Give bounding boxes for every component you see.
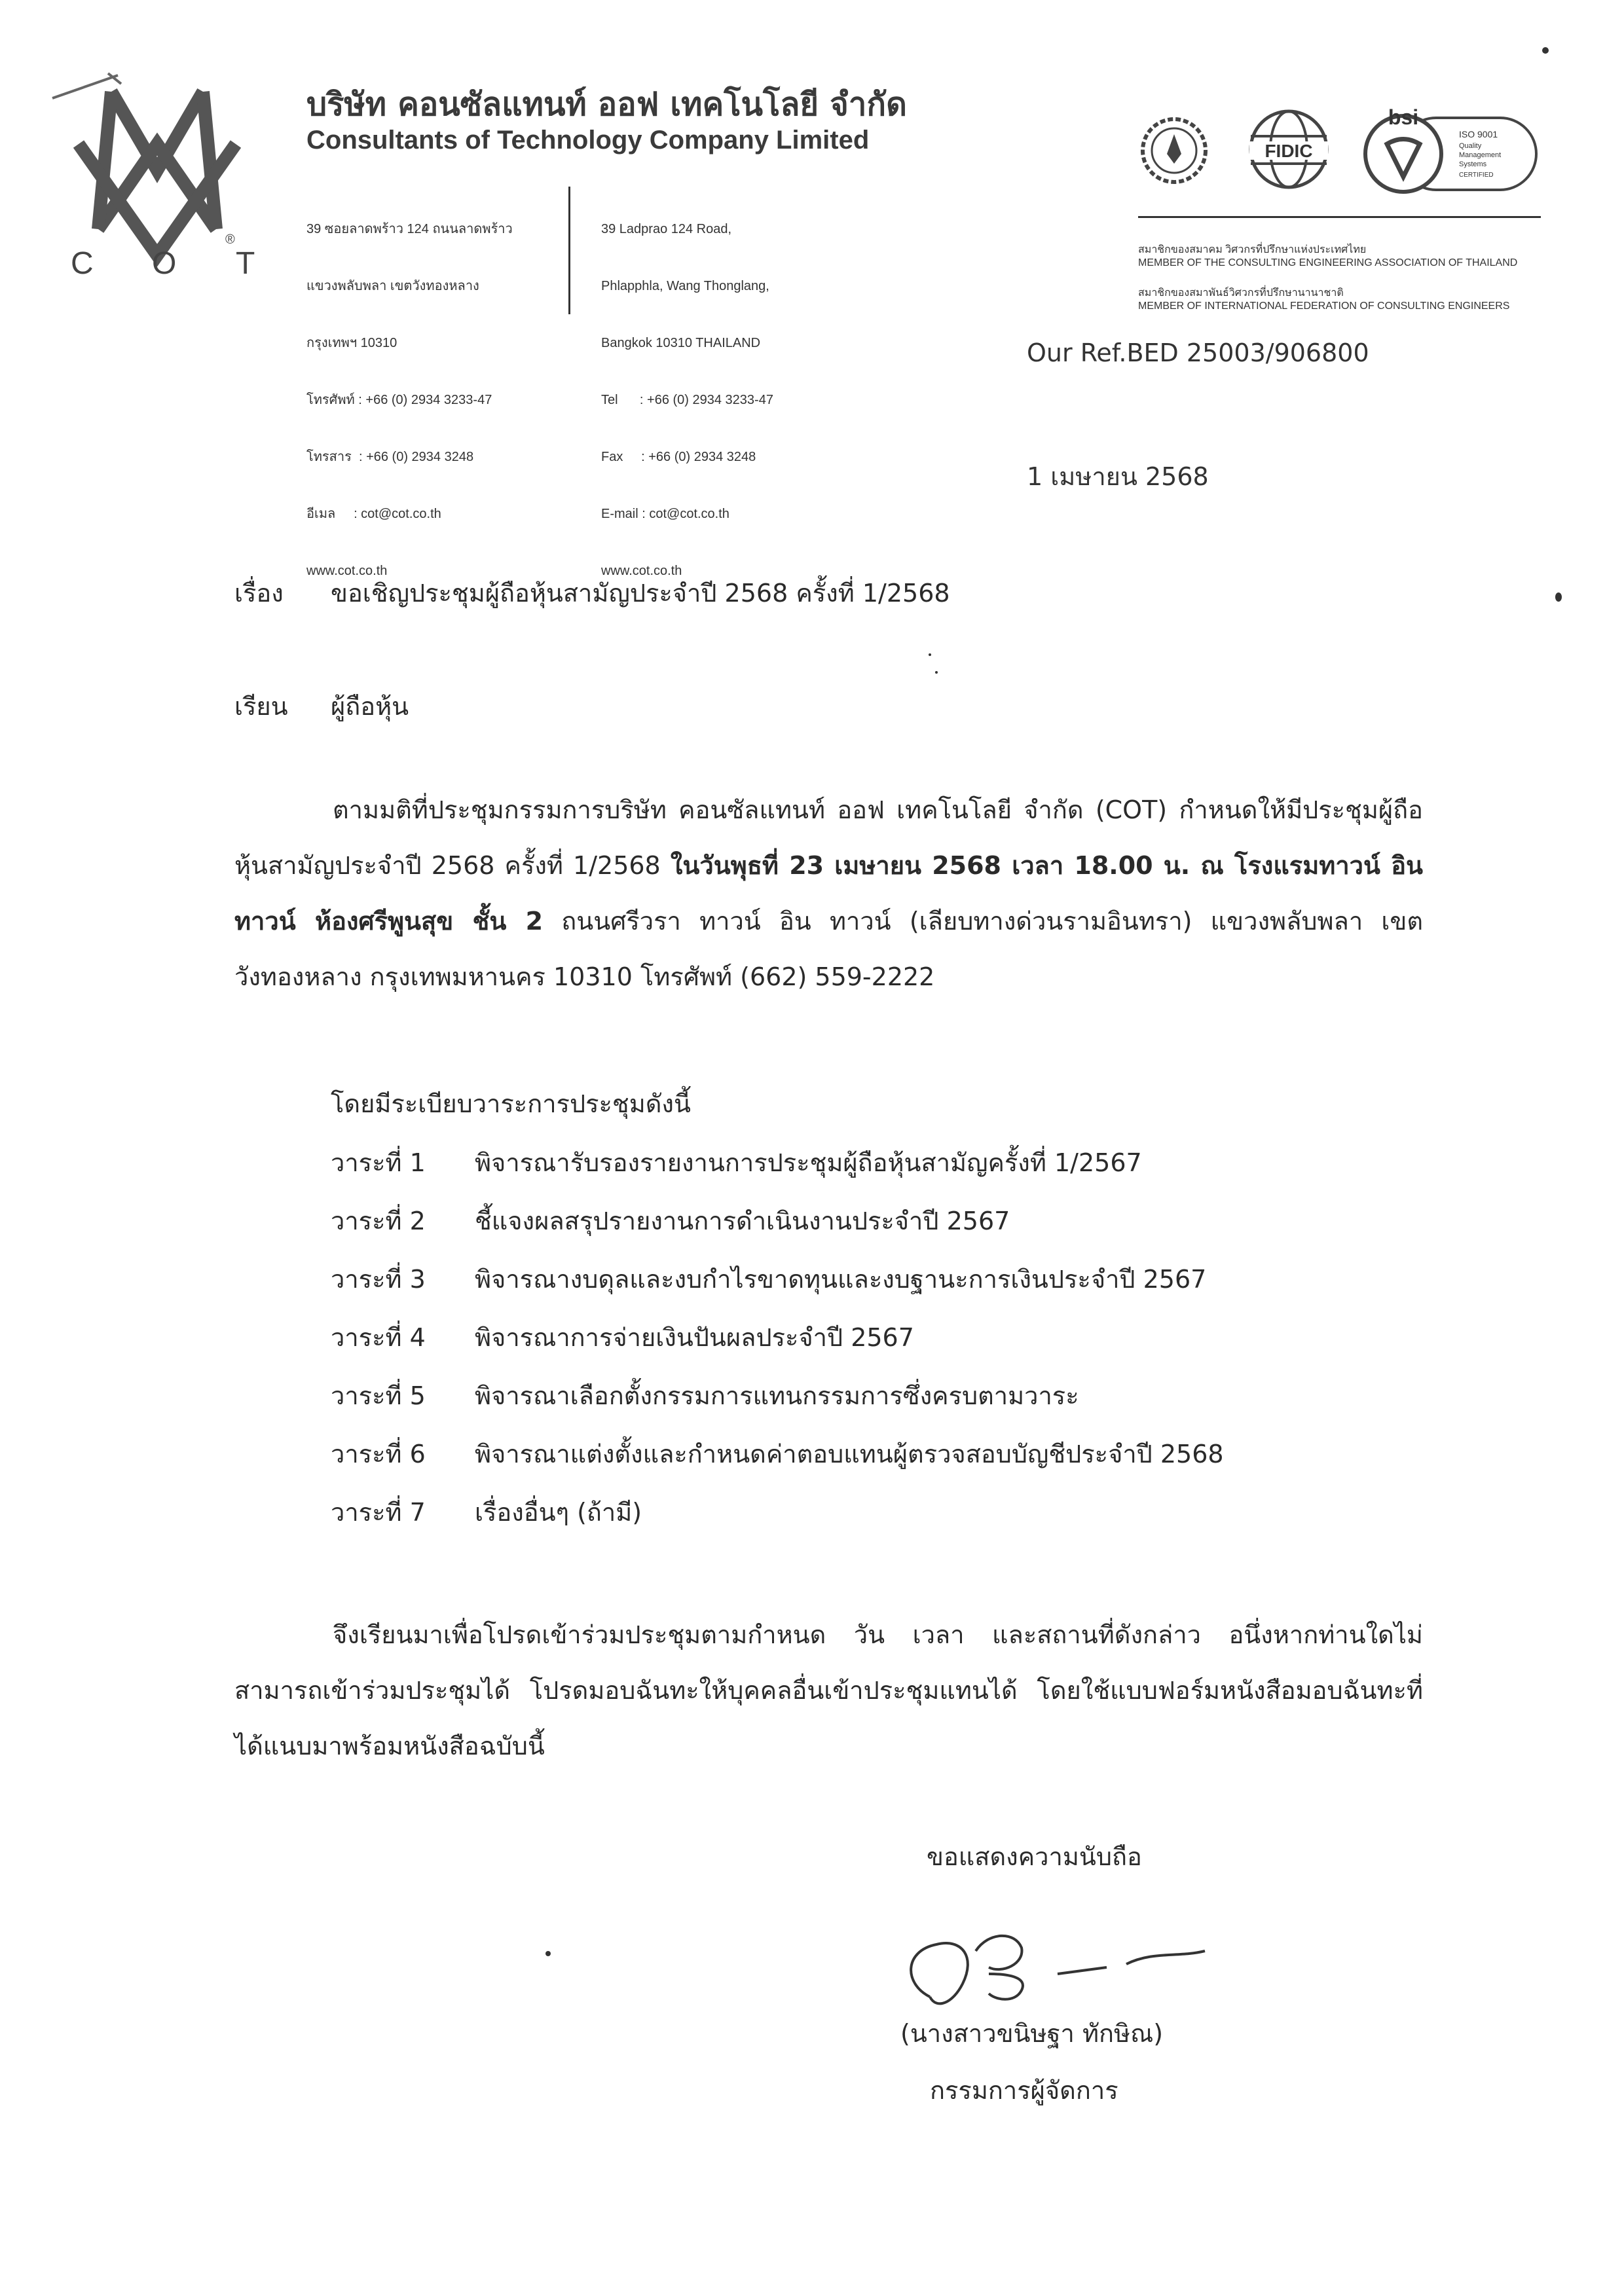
agenda-number: วาระที่ 7: [331, 1498, 426, 1527]
scan-speck: [935, 671, 938, 674]
agenda-number: วาระที่ 3: [331, 1265, 426, 1294]
scan-speck: [1542, 47, 1549, 54]
agenda-number: วาระที่ 1: [331, 1148, 426, 1177]
agenda-item: [331, 1142, 1142, 1182]
membership-2-thai: สมาชิกของสมาพันธ์วิศวกรที่ปรึกษานานาชาติ: [1138, 287, 1344, 299]
address-thai-line: กรุงเทพฯ 10310: [306, 336, 397, 350]
signature: [891, 1912, 1231, 2023]
address-thai-line: โทรศัพท์ : +66 (0) 2934 3233-47: [306, 393, 492, 407]
address-thai-line: 39 ซอยลาดพร้าว 124 ถนนลาดพร้าว: [306, 222, 513, 236]
address-divider: [568, 187, 570, 314]
body-paragraph-2: จึงเรียนมาเพื่อโปรดเข้าร่วมประชุมตามกำหนด วัน เวลา และสถานที่ดังกล่าว อนึ่งหากท่านใดไม่สามารถเข้าร่วมประชุมได้ โปรดมอบฉันทะให้บุคคลอื่นเข้าประชุมแทนได้ โดยใช้แบบฟอร์มหนังสือมอบฉันทะที่ได้แนบมาพร้อมหนังสือฉบับนี้: [234, 1620, 1423, 1760]
agenda-number: วาระที่ 6: [331, 1440, 426, 1468]
address-english-line: www.cot.co.th: [601, 564, 682, 578]
agenda-text: เรื่องอื่นๆ (ถ้ามี): [475, 1498, 642, 1527]
logo-letter-c: C: [71, 246, 94, 281]
letter-date: 1 เมษายน 2568: [1027, 462, 1209, 491]
agenda-text: พิจารณางบดุลและงบกำไรขาดทุนและงบฐานะการเงินประจำปี 2567: [475, 1265, 1207, 1294]
address-english-line: Bangkok 10310 THAILAND: [601, 336, 761, 350]
company-name-english: Consultants of Technology Company Limited: [306, 126, 870, 155]
address-thai-line: แขวงพลับพลา เขตวังทองหลาง: [306, 279, 479, 293]
address-thai-line: อีเมล : cot@cot.co.th: [306, 507, 441, 521]
agenda-item: [331, 1201, 1010, 1241]
letterhead-rule: [1138, 216, 1541, 218]
agenda-item: [331, 1434, 1224, 1474]
registered-mark: ®: [225, 232, 235, 247]
address-english-line: Phlapphla, Wang Thonglang,: [601, 279, 769, 293]
signatory-title: กรรมการผู้จัดการ: [930, 2076, 1118, 2105]
reference-number: Our Ref.BED 25003/906800: [1027, 338, 1369, 367]
address-english-line: Tel : +66 (0) 2934 3233-47: [601, 393, 773, 407]
agenda-item: [331, 1259, 1206, 1299]
agenda-text: พิจารณาแต่งตั้งและกำหนดค่าตอบแทนผู้ตรวจสอบบัญชีประจำปี 2568: [475, 1440, 1224, 1468]
agenda-number: วาระที่ 2: [331, 1207, 426, 1235]
agenda-item: [331, 1317, 914, 1357]
agenda-number: วาระที่ 4: [331, 1323, 426, 1352]
agenda-text: พิจารณาเลือกตั้งกรรมการแทนกรรมการซึ่งครบตามวาระ: [475, 1381, 1079, 1410]
scan-speck: [545, 1951, 551, 1956]
membership-2-english: MEMBER OF INTERNATIONAL FEDERATION OF CONSULTING ENGINEERS: [1138, 301, 1510, 312]
address-thai-line: โทรสาร : +66 (0) 2934 3248: [306, 450, 474, 464]
bsi-iso-certification-icon: [1361, 98, 1541, 196]
engineering-association-seal-icon: [1138, 98, 1210, 196]
iso-line: CERTIFIED: [1459, 172, 1494, 179]
scan-speck: [1555, 592, 1562, 602]
address-english-line: E-mail : cot@cot.co.th: [601, 507, 729, 521]
bsi-label: bsi: [1388, 105, 1419, 129]
agenda-text: พิจารณารับรองรายงานการประชุมผู้ถือหุ้นสามัญครั้งที่ 1/2567: [475, 1148, 1142, 1177]
iso-line: Quality: [1459, 142, 1482, 150]
agenda-item: [331, 1492, 642, 1532]
agenda-item: [331, 1376, 1079, 1415]
body-paragraph-1: [234, 782, 1423, 1005]
address-thai-line: www.cot.co.th: [306, 564, 388, 578]
subject-text: ขอเชิญประชุมผู้ถือหุ้นสามัญประจำปี 2568 ครั้งที่ 1/2568: [331, 579, 950, 608]
address-english-block: [601, 182, 773, 600]
agenda-intro: โดยมีระเบียบวาระการประชุมดังนี้: [331, 1089, 691, 1118]
fidic-label: FIDIC: [1264, 141, 1313, 161]
logo-letter-o: O: [152, 246, 177, 281]
closing: ขอแสดงความนับถือ: [927, 1842, 1142, 1871]
addressee-label: เรียน: [234, 692, 288, 721]
addressee: ผู้ถือหุ้น: [331, 692, 409, 721]
agenda-text: พิจารณาการจ่ายเงินปันผลประจำปี 2567: [475, 1323, 914, 1352]
membership-1-english: MEMBER OF THE CONSULTING ENGINEERING ASSOCIATION OF THAILAND: [1138, 257, 1518, 268]
address-thai-block: [306, 182, 513, 600]
logo-letter-t: T: [236, 246, 255, 281]
iso-label: ISO 9001: [1459, 129, 1498, 139]
scan-speck: [929, 653, 931, 656]
agenda-number: วาระที่ 5: [331, 1381, 426, 1410]
iso-line: Systems: [1459, 160, 1487, 168]
signatory-name: (นางสาวขนิษฐา ทักษิณ): [900, 2019, 1164, 2048]
subject-label: เรื่อง: [234, 579, 284, 608]
iso-line: Management: [1459, 151, 1502, 159]
meeting-date-venue: ในวันพุธที่ 23 เมษายน 2568 เวลา 18.00 น. ณ โรงแรมทาวน์ อิน ทาวน์ ห้องศรีพูนสุข ชั้น 2: [234, 851, 1424, 936]
cot-logo: [39, 65, 288, 282]
company-name-thai: บริษัท คอนซัลแทนท์ ออฟ เทคโนโลยี จำกัด: [306, 86, 907, 123]
address-english-line: Fax : +66 (0) 2934 3248: [601, 450, 756, 464]
address-english-line: 39 Ladprao 124 Road,: [601, 222, 732, 236]
membership-1-thai: สมาชิกของสมาคม วิศวกรที่ปรึกษาแห่งประเทศไทย: [1138, 244, 1367, 255]
body-paragraph-1-intro: ตามมติที่ประชุมกรรมการบริษัท คอนซัลแทนท์ ออฟ เทคโนโลยี จำกัด (COT) กำหนดให้มีประชุมผู้ถือหุ้นสามัญประจำปี 2568 ครั้งที่ 1/2568: [234, 795, 1423, 880]
fidic-globe-icon: [1243, 98, 1335, 196]
agenda-text: ชี้แจงผลสรุปรายงานการดำเนินงานประจำปี 2567: [475, 1207, 1010, 1235]
body-paragraph-1-address: ถนนศรีวรา ทาวน์ อิน ทาวน์ (เลียบทางด่วนรามอินทรา) แขวงพลับพลา เขตวังทองหลาง กรุงเทพมหานคร 10310 โทรศัพท์ (662) 559-2222: [234, 907, 1423, 991]
